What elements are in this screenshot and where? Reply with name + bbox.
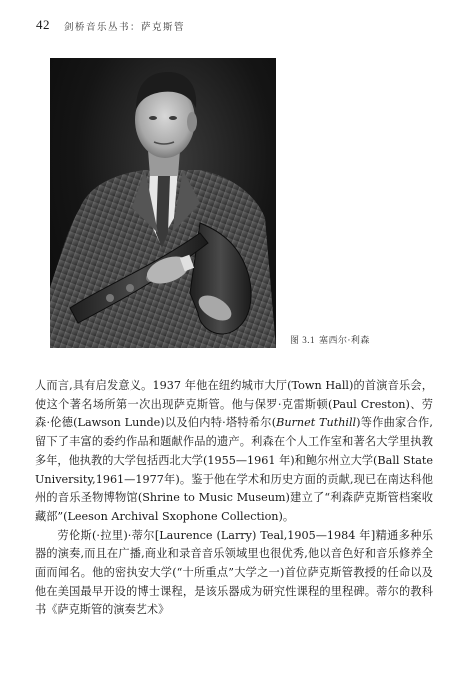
figure-caption xyxy=(290,333,370,346)
page-number: 42 xyxy=(36,17,50,32)
portrait-photo xyxy=(50,58,276,348)
italic-name: Burnet Tuthill xyxy=(276,416,357,430)
running-head: 剑桥音乐丛书：萨克斯管 xyxy=(64,22,186,33)
figure-caption-text: 塞西尔·利森 xyxy=(319,336,370,346)
paragraph-text: )等作曲家合作,留下了丰富的委约作品和题献作品的遗产。利森在个人工作室和著名大学里执教多年，他执教的大学包括西北大学(1955—1961 年)和鲍尔州立大学(Ball State University,1961—1977年)。鉴于他在学术和历史方面的贡献,现已在南达科他州的音乐圣物博物馆(Shrine to Music Museum)建立了“利森萨克斯管档案收藏部”(Leeson Archival Sxophone Collection)。 xyxy=(35,416,433,523)
paragraph-text: 人而言,具有启发意义。1937 年他在纽约城市大厅(Town Hall)的首演音乐会，使这个著名场所第一次出现萨克斯管。他与保罗·克雷斯顿(Paul Creston)、劳森·伦德(Lawson Lunde)以及伯内特·塔特希尔( xyxy=(35,379,433,430)
paragraph: 劳伦斯(·拉里)·蒂尔[Laurence (Larry) Teal,1905—1984 年]精通多种乐器的演奏,而且在广播,商业和录音音乐领域里也很优秀,他以音色好和音乐修养全面而闻名。他的密执安大学(“十所重点”大学之一)首位萨克斯管教授的任命以及他在美国最早开设的博士课程，是该乐器成为研究性课程的里程碑。蒂尔的教科书《萨克斯管的演奏艺术》 xyxy=(35,528,433,617)
paragraph xyxy=(35,377,433,527)
figure-label: 图 3.1 xyxy=(290,335,316,345)
body-text xyxy=(35,377,433,620)
